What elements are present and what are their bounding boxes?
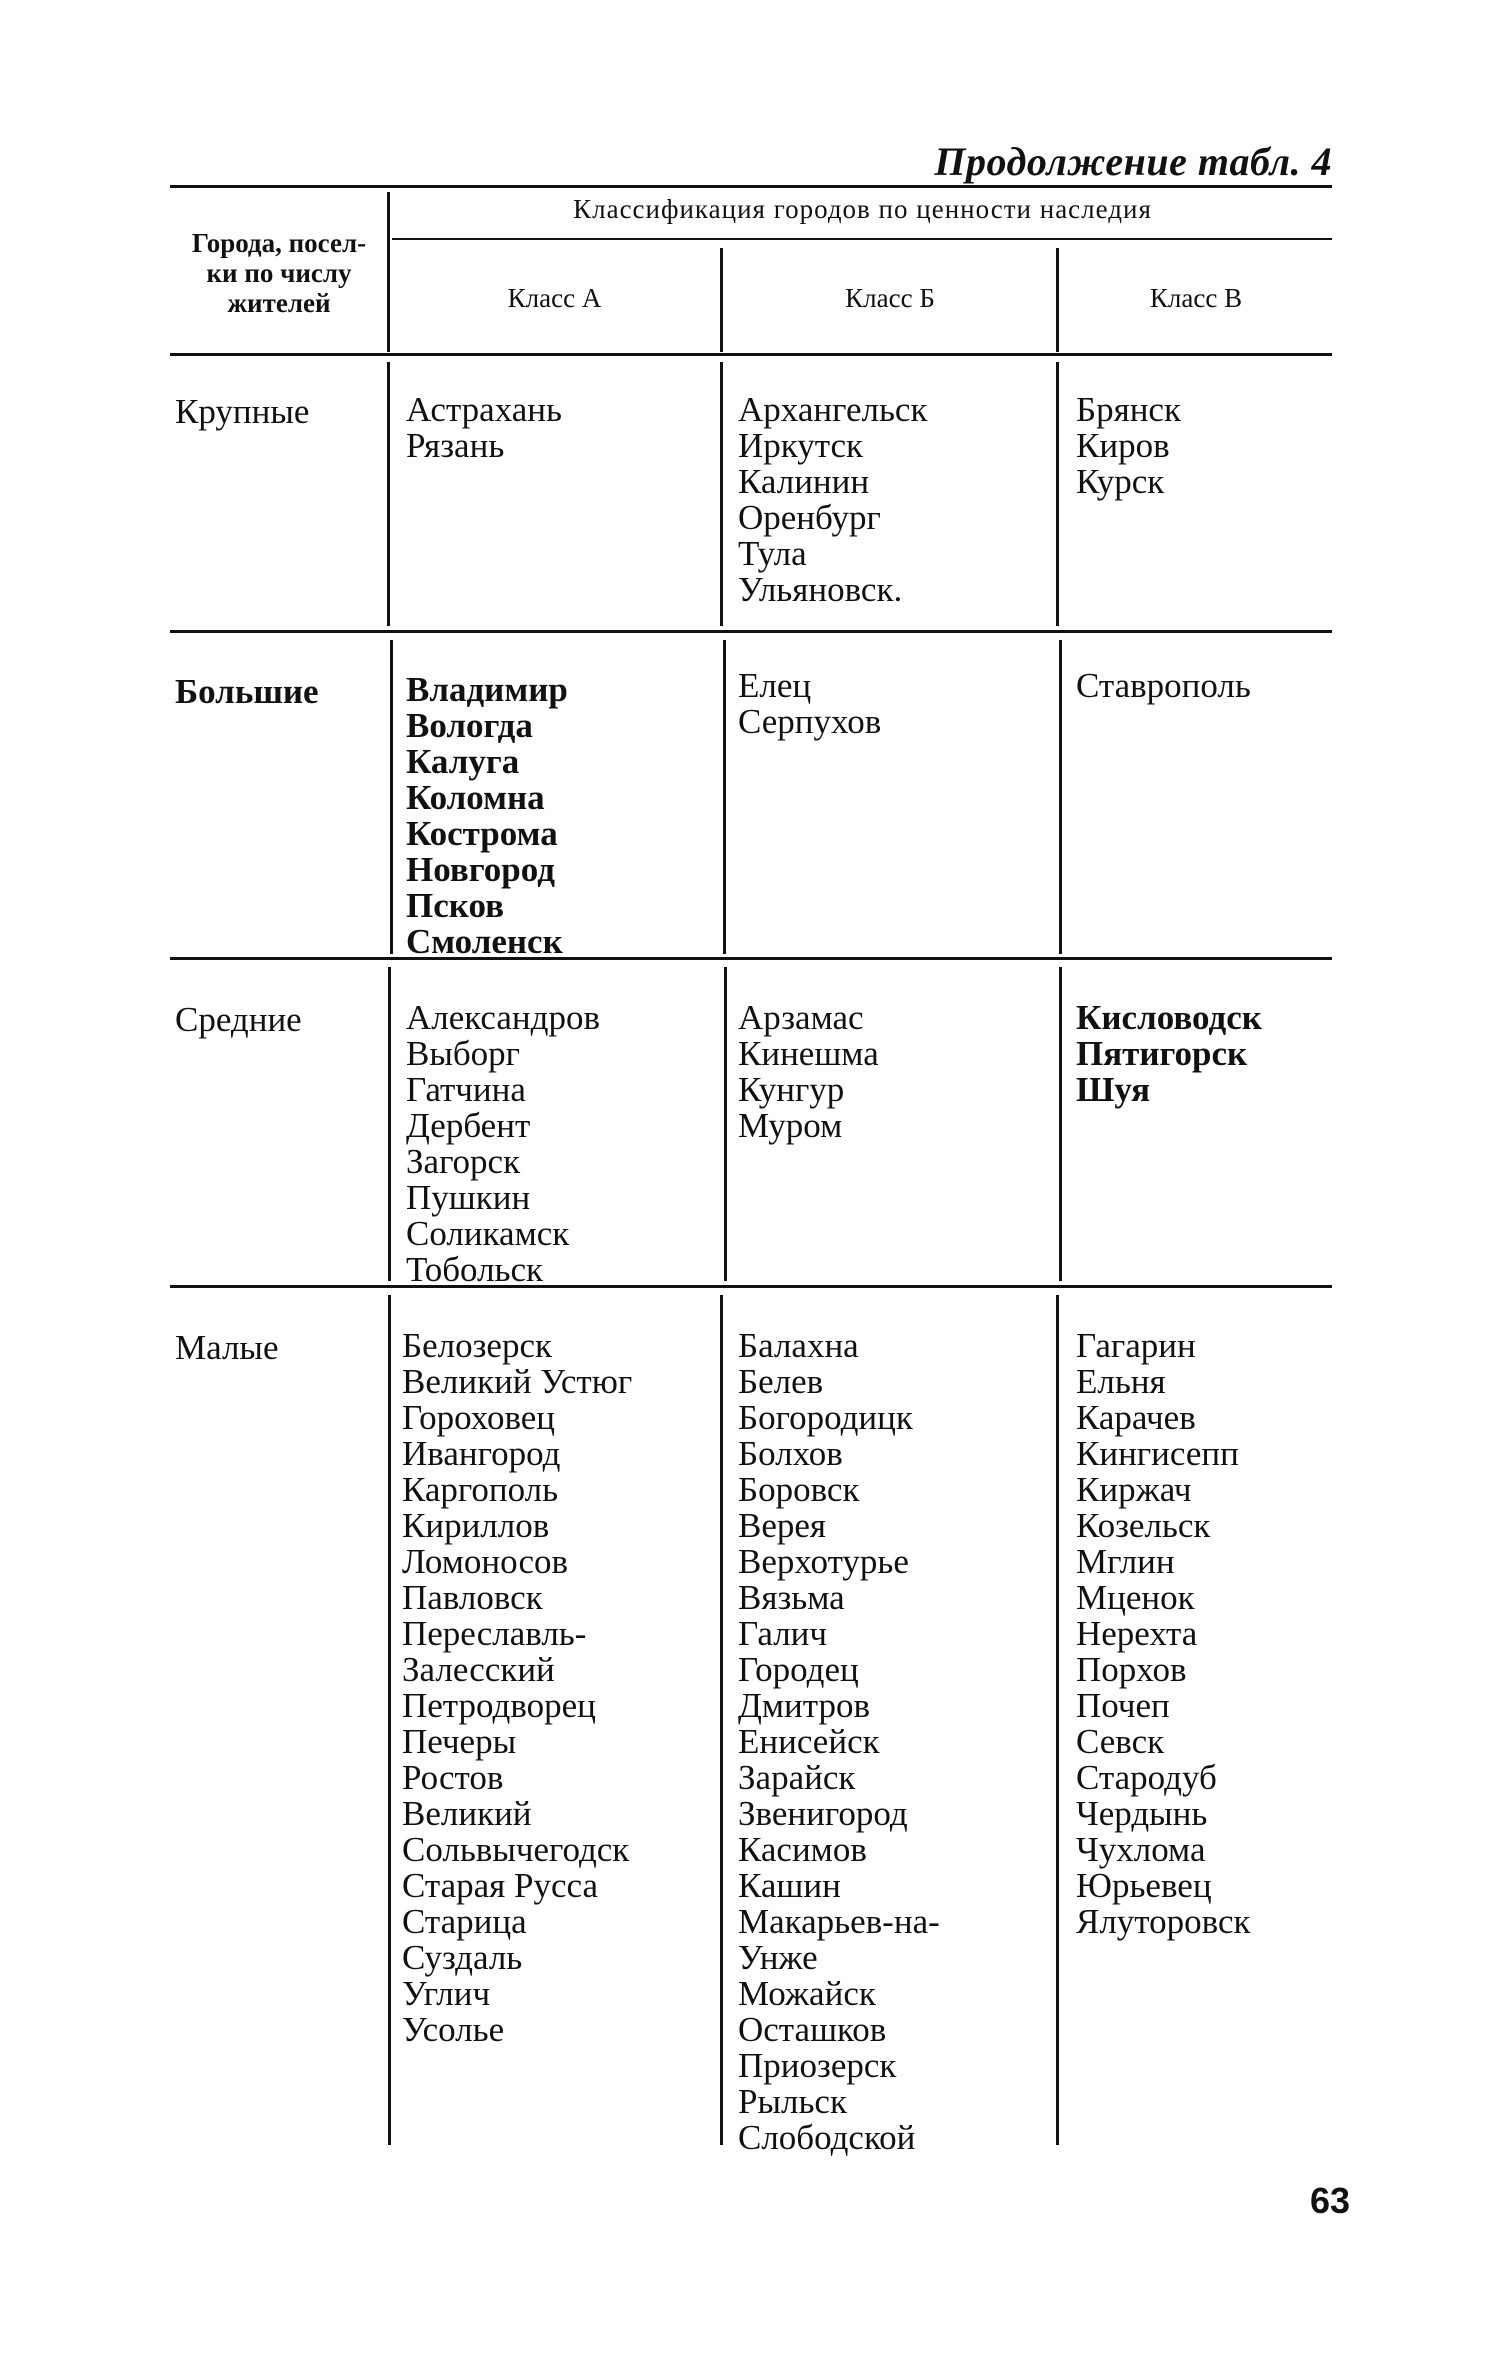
cities-large-class-a <box>406 392 562 464</box>
city-name: Калинин <box>738 462 870 501</box>
city-name: Старица <box>402 1902 527 1941</box>
city-name: Псков <box>406 886 504 925</box>
city-name: Юрьевец <box>1076 1866 1212 1905</box>
city-name: Кашин <box>738 1866 841 1905</box>
city-name: Старая Русса <box>402 1866 599 1905</box>
city-name: Архангельск <box>738 390 928 429</box>
city-name: Мценок <box>1076 1578 1195 1617</box>
city-name: Болхов <box>738 1434 843 1473</box>
col-rule-r1-2 <box>720 362 723 626</box>
city-name: Шуя <box>1076 1070 1150 1109</box>
city-name: Звенигород <box>738 1794 908 1833</box>
col-rule-r3-3 <box>1059 967 1062 1281</box>
city-name: Великий <box>402 1794 532 1833</box>
col-rule-r2-3 <box>1059 640 1062 954</box>
city-name: Иркутск <box>738 426 864 465</box>
col-rule-r4-2 <box>720 1295 723 2145</box>
table-caption: Продолжение табл. 4 <box>934 139 1332 184</box>
city-name: Павловск <box>402 1578 543 1617</box>
cities-small-class-b <box>738 1328 940 2156</box>
city-name: Можайск <box>738 1974 876 2013</box>
city-name: Тобольск <box>406 1250 544 1289</box>
city-name: Балахна <box>738 1326 859 1365</box>
class-v-header: Класс В <box>1149 283 1243 313</box>
city-name: Осташков <box>738 2010 887 2049</box>
city-name: Курск <box>1076 462 1165 501</box>
row-header-label: Города, посел- ки по числу жителей <box>191 228 367 318</box>
city-name: Ивангород <box>402 1434 561 1473</box>
city-name: Серпухов <box>738 702 882 741</box>
row-divider-1 <box>170 630 1332 633</box>
city-name: Астрахань <box>406 390 562 429</box>
city-name: Козельск <box>1076 1506 1211 1545</box>
city-name: Белозерск <box>402 1326 552 1365</box>
city-name: Оренбург <box>738 498 881 537</box>
col-rule-r4-3 <box>1056 1295 1059 2145</box>
cities-large-class-b <box>738 392 927 608</box>
city-name: Новгород <box>406 850 555 889</box>
city-name: Боровск <box>738 1470 860 1509</box>
city-name: Брянск <box>1076 390 1181 429</box>
cities-medium-class-a <box>406 1000 600 1288</box>
city-name: Севск <box>1076 1722 1165 1761</box>
cities-medium-class-b <box>738 1000 879 1144</box>
cities-big-class-v <box>1076 668 1251 704</box>
city-name: Калуга <box>406 742 520 781</box>
city-name: Киров <box>1076 426 1170 465</box>
class-b-header: Класс Б <box>845 283 935 313</box>
group-header-rule <box>392 238 1332 240</box>
city-name: Соликамск <box>406 1214 570 1253</box>
city-name: Коломна <box>406 778 545 817</box>
col-rule-header-3 <box>1056 248 1059 352</box>
category-small: Малые <box>175 1328 279 1367</box>
city-name: Каргополь <box>402 1470 559 1509</box>
category-medium: Средние <box>175 1000 302 1039</box>
col-rule-r1-3 <box>1056 362 1059 626</box>
city-name: Ялуторовск <box>1076 1902 1251 1941</box>
col-rule-r3-1 <box>388 967 391 1281</box>
city-name: Ростов <box>402 1758 504 1797</box>
city-name: Макарьев-на- <box>738 1902 940 1941</box>
cities-big-class-b <box>738 668 881 740</box>
col-rule-header-2 <box>720 248 723 352</box>
city-name: Рязань <box>406 426 505 465</box>
city-name: Чухлома <box>1076 1830 1206 1869</box>
city-name: Кингисепп <box>1076 1434 1239 1473</box>
city-name: Порхов <box>1076 1650 1187 1689</box>
city-name: Пушкин <box>406 1178 531 1217</box>
city-name: Сольвычегодск <box>402 1830 630 1869</box>
col-rule-r3-2 <box>724 967 727 1281</box>
city-name: Муром <box>738 1106 843 1145</box>
col-rule-header-1 <box>387 192 390 352</box>
city-name: Печеры <box>402 1722 517 1761</box>
city-name: Слободской <box>738 2118 916 2157</box>
cities-small-class-a <box>402 1328 632 2048</box>
city-name: Залесский <box>402 1650 555 1689</box>
col-rule-r1-1 <box>387 362 390 626</box>
city-name: Гороховец <box>402 1398 556 1437</box>
col-rule-r2-2 <box>723 640 726 954</box>
city-name: Верея <box>738 1506 827 1545</box>
city-name: Смоленск <box>406 922 563 961</box>
city-name: Загорск <box>406 1142 521 1181</box>
city-name: Великий Устюг <box>402 1362 633 1401</box>
cities-big-class-a <box>406 672 568 960</box>
city-name: Кириллов <box>402 1506 550 1545</box>
row-divider-3 <box>170 1285 1332 1288</box>
city-name: Гатчина <box>406 1070 526 1109</box>
cities-small-class-v <box>1076 1328 1251 1940</box>
city-name: Усолье <box>402 2010 505 2049</box>
class-a-header: Класс А <box>507 283 602 313</box>
city-name: Вологда <box>406 706 533 745</box>
row-divider-2 <box>170 957 1332 960</box>
city-name: Ульяновск. <box>738 570 903 609</box>
city-name: Владимир <box>406 670 568 709</box>
city-name: Выборг <box>406 1034 521 1073</box>
city-name: Касимов <box>738 1830 867 1869</box>
city-name: Чердынь <box>1076 1794 1208 1833</box>
city-name: Вязьма <box>738 1578 845 1617</box>
city-name: Унже <box>738 1938 818 1977</box>
city-name: Киржач <box>1076 1470 1192 1509</box>
city-name: Приозерск <box>738 2046 897 2085</box>
city-name: Енисейск <box>738 1722 880 1761</box>
col-rule-r2-1 <box>390 640 393 954</box>
city-name: Александров <box>406 998 600 1037</box>
city-name: Гагарин <box>1076 1326 1196 1365</box>
city-name: Ставрополь <box>1076 666 1251 705</box>
cities-medium-class-v <box>1076 1000 1262 1108</box>
city-name: Галич <box>738 1614 828 1653</box>
category-big: Большие <box>175 672 319 711</box>
city-name: Елец <box>738 666 812 705</box>
city-name: Городец <box>738 1650 859 1689</box>
city-name: Углич <box>402 1974 491 2013</box>
col-rule-r4-1 <box>388 1295 391 2145</box>
city-name: Кострома <box>406 814 558 853</box>
city-name: Богородицк <box>738 1398 913 1437</box>
page-number: 63 <box>1309 2180 1350 2221</box>
city-name: Петродворец <box>402 1686 596 1725</box>
city-name: Стародуб <box>1076 1758 1217 1797</box>
city-name: Верхотурье <box>738 1542 909 1581</box>
category-large: Крупные <box>175 392 310 431</box>
city-name: Кунгур <box>738 1070 845 1109</box>
city-name: Ломоносов <box>402 1542 569 1581</box>
city-name: Зарайск <box>738 1758 856 1797</box>
table-top-rule <box>170 185 1332 188</box>
city-name: Суздаль <box>402 1938 523 1977</box>
city-name: Дмитров <box>738 1686 871 1725</box>
city-name: Белев <box>738 1362 824 1401</box>
city-name: Тула <box>738 534 807 573</box>
city-name: Пятигорск <box>1076 1034 1248 1073</box>
city-name: Нерехта <box>1076 1614 1198 1653</box>
header-bottom-rule <box>170 353 1332 356</box>
group-header-label: Классификация городов по ценности наследия <box>573 194 1152 224</box>
city-name: Рыльск <box>738 2082 847 2121</box>
city-name: Почеп <box>1076 1686 1170 1725</box>
cities-large-class-v <box>1076 392 1181 500</box>
city-name: Кисловодск <box>1076 998 1262 1037</box>
city-name: Карачев <box>1076 1398 1196 1437</box>
city-name: Арзамас <box>738 998 864 1037</box>
city-name: Дербент <box>406 1106 531 1145</box>
city-name: Кинешма <box>738 1034 879 1073</box>
city-name: Мглин <box>1076 1542 1175 1581</box>
city-name: Переславль- <box>402 1614 587 1653</box>
city-name: Ельня <box>1076 1362 1166 1401</box>
